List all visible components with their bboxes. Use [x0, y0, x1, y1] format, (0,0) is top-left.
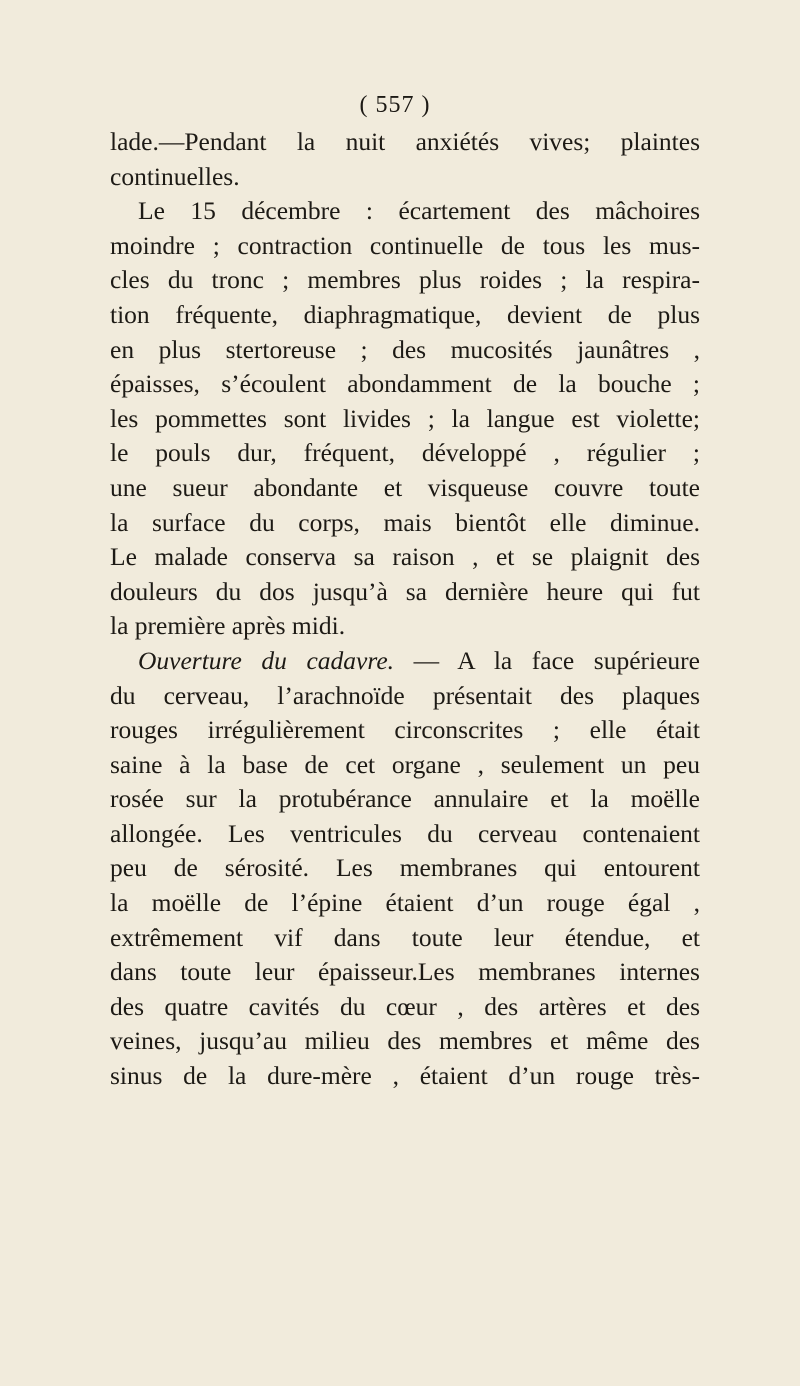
line-text: la surface du corps, mais bientôt elle diminue. [110, 507, 700, 537]
line-text: cles du tronc ; membres plus roides ; la respira- [110, 265, 700, 295]
text-line [110, 1059, 700, 1094]
text-line [110, 713, 700, 748]
text-line [110, 748, 700, 783]
line-text: allongée. Les ventricules du cerveau contenaient [110, 818, 700, 848]
text-line [110, 782, 700, 817]
text-line [110, 851, 700, 886]
text-line [110, 540, 700, 575]
line-text: la moëlle de l’épine étaient d’un rouge égal , [110, 888, 700, 918]
text-line [110, 160, 700, 195]
text-line [110, 886, 700, 921]
text-line [110, 436, 700, 471]
line-text: veines, jusqu’au milieu des membres et même des [110, 1026, 700, 1056]
page-number: ( 557 ) [359, 92, 431, 118]
line-text: lade.—Pendant la nuit anxiétés vives; plaintes [110, 127, 700, 156]
line-text: peu de sérosité. Les membranes qui entourent [110, 853, 700, 883]
text-line [110, 125, 700, 160]
text-line [110, 955, 700, 990]
line-text: une sueur abondante et visqueuse couvre toute [110, 472, 700, 502]
text-line [110, 817, 700, 852]
text-line [110, 575, 700, 610]
line-text: tion fréquente, diaphragmatique, devient de plus [110, 299, 700, 329]
text-line [110, 298, 700, 333]
line-text: le pouls dur, fréquent, développé , régulier ; [110, 438, 700, 468]
line-text: du cerveau, l’arachnoïde présentait des plaques [110, 680, 700, 710]
text-line [110, 402, 700, 437]
line-text: saine à la base de cet organe , seulement un peu [110, 749, 700, 779]
line-text: sinus de la dure-mère , étaient d’un rouge très- [110, 1061, 700, 1091]
line-text: moindre ; contraction continuelle de tous les mus- [110, 230, 700, 260]
text-line [110, 333, 700, 368]
line-text: dans toute leur épaisseur.Les membranes internes [110, 957, 700, 987]
line-text: les pommettes sont livides ; la langue est violette; [110, 403, 700, 433]
line-text: douleurs du dos jusqu’à sa dernière heure qui fut [110, 576, 700, 606]
text-line [110, 921, 700, 956]
line-text: rouges irrégulièrement circonscrites ; elle était [110, 715, 700, 745]
text-line [110, 1024, 700, 1059]
text-line [110, 194, 700, 229]
line-text: Le 15 décembre : écartement des mâchoires [138, 196, 700, 226]
line-text: en plus stertoreuse ; des mucosités jaunâtres , [110, 334, 700, 364]
line-text: la première après midi. [110, 611, 346, 641]
text-line [110, 471, 700, 506]
line-text: continuelles. [110, 161, 240, 191]
text-line [110, 506, 700, 541]
line-text: épaisses, s’écoulent abondamment de la bouche ; [110, 369, 700, 399]
section-heading: Ouverture du cadavre. [138, 645, 395, 675]
line-text: extrêmement vif dans toute leur étendue, et [110, 922, 700, 952]
text-line [110, 263, 700, 298]
line-text: — A la face supérieure [394, 645, 700, 675]
text-line [110, 367, 700, 402]
line-text: Le malade conserva sa raison , et se plaignit des [110, 542, 700, 572]
text-line [110, 679, 700, 714]
text-line [110, 990, 700, 1025]
body-text [110, 125, 700, 1094]
text-line [110, 644, 700, 679]
line-text: rosée sur la protubérance annulaire et la moëlle [110, 784, 700, 814]
text-line [110, 229, 700, 264]
text-line [110, 609, 700, 644]
line-text: des quatre cavités du cœur , des artères et des [110, 991, 700, 1021]
